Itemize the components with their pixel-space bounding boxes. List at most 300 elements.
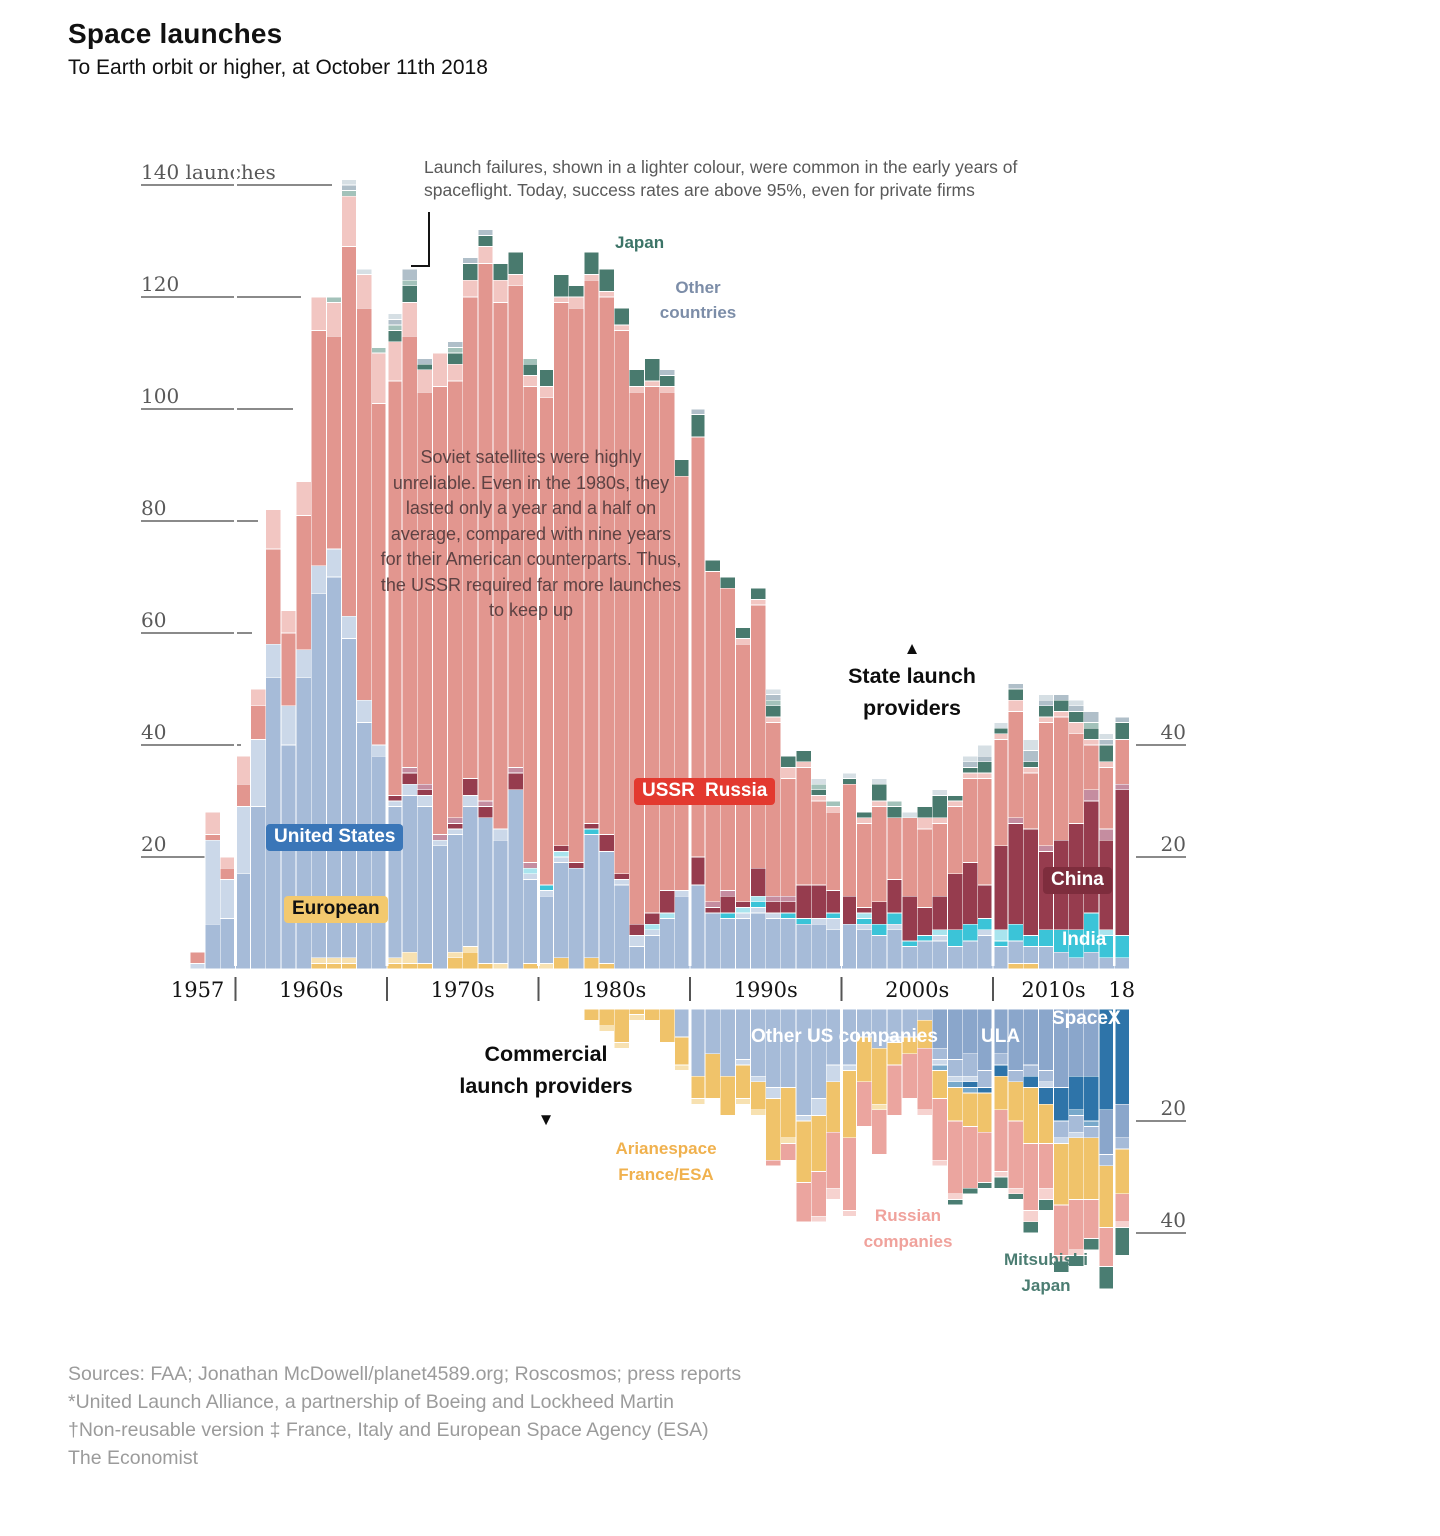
bar-arianespace-fail-1993 [735,1099,750,1105]
bar-other_us_companies-2018 [1114,1138,1129,1149]
bar-united_states-1969 [372,756,387,969]
bar-russian_companies-2018 [1114,1194,1129,1222]
bar-japan-2015 [1069,711,1084,722]
bar-united_states-fail-2003 [887,924,902,930]
bar-ussr_russia-fail-2017 [1099,762,1114,768]
bar-other_us_companies-fail-2013 [1038,1082,1053,1088]
bar-india-1996 [781,913,796,919]
bar-ussr_russia-fail-2005 [917,818,932,829]
bar-united_states-1986 [629,947,644,969]
bar-united_states-fail-2001 [857,924,872,930]
bar-spacex-fail-2015 [1069,1110,1084,1116]
bar-russian_companies-fail-2018 [1114,1222,1129,1228]
bar-arianespace-2010 [993,1076,1008,1110]
bar-arianespace-1997 [796,1121,811,1183]
bar-russian_companies-fail-2005 [917,1110,932,1116]
bar-china-2008 [963,863,978,925]
bar-china-1990 [690,857,705,885]
bar-arianespace-1987 [645,1009,660,1020]
bar-arianespace-1983 [584,1009,599,1020]
bar-ussr_russia-fail-2007 [948,801,963,807]
bar-ussr_russia-fail-1970 [387,342,402,381]
bar-united_states-1963 [281,745,296,969]
bar-united_states-1990 [690,885,705,969]
bar-united_states-1989 [675,896,690,969]
failures-bracket [411,212,429,266]
bar-russian_companies-2006 [932,1099,947,1161]
axis-label: 40 [1160,720,1186,744]
bar-spacex-fail-2007 [948,1082,963,1088]
bar-russian_companies-2016 [1084,1199,1099,1238]
bar-european-1984 [599,963,614,969]
bar-ussr_russia-1992 [720,588,735,890]
bar-other_us_companies-1997 [796,1009,811,1115]
bar-china-fail-1996 [781,896,796,902]
bar-japan-1984 [599,269,614,291]
bar-arianespace-fail-1984 [599,1026,614,1032]
bar-other_us_companies-1996 [781,1009,796,1087]
bar-european-1983 [584,958,599,969]
bar-other_us_companies-1991 [705,1009,720,1054]
bar-ussr_russia-fail-2016 [1084,739,1099,745]
bar-united_states-1978 [508,790,523,969]
bar-ussr_russia-fail-1978 [508,275,523,286]
bar-united_states-fail-1970 [387,801,402,807]
bar-united_states-2012 [1023,947,1038,964]
axis-label: 60 [141,608,167,632]
bar-european-1966 [326,963,341,969]
bar-japan-fail-1967 [342,191,357,197]
bar-united_states-fail-1977 [493,829,508,840]
bar-other_countries-1971 [402,269,417,280]
bar-european-1970 [387,963,402,969]
bar-ula-2017 [1099,1110,1114,1155]
bar-arianespace-1985 [614,1009,629,1043]
footer-sources: Sources: FAA; Jonathan McDowell/planet4589.org; Roscosmos; press reports [68,1363,742,1385]
commercial-providers-line1: Commercial [484,1042,608,1066]
axis-label: 80 [141,496,167,520]
bar-united_states-1994 [751,913,766,969]
bar-united_states-2000 [841,924,856,969]
bar-other_us_companies-fail-1999 [826,1065,841,1082]
bar-china-1972 [417,790,432,796]
bar-ussr_russia-fail-1998 [811,795,826,801]
state-providers-annotation [810,640,1014,719]
bar-arianespace-2002 [872,1048,887,1104]
bar-ussr_russia-fail-1993 [735,639,750,645]
bar-ussr_russia-fail-1986 [629,387,644,393]
bar-other_us_companies-2014 [1054,1121,1069,1138]
bar-other_us_companies-2013 [1038,1071,1053,1082]
bar-united_states-fail-1963 [281,706,296,745]
bar-ussr_russia-fail-2012 [1023,767,1038,773]
bar-other_us_companies-2017 [1099,1155,1114,1166]
bar-arianespace-1989 [675,1037,690,1065]
other-countries-line2: countries [659,302,737,322]
bar-united_states-fail-1971 [402,784,417,795]
bar-russian_companies-fail-2012 [1023,1211,1038,1222]
bar-other_us_companies-2008 [963,1054,978,1076]
bar-united_states-2016 [1084,952,1099,969]
bar-ussr_russia-2001 [857,823,872,907]
bar-ussr_russia-2011 [1008,711,1023,817]
bar-ussr_russia-2018 [1114,739,1129,784]
state-providers-line2: providers [863,695,961,720]
bar-russian_companies-2002 [872,1110,887,1155]
bar-ula-2007 [948,1009,963,1059]
bar-united_states-2013 [1038,947,1053,969]
bar-united_states-1997 [796,924,811,969]
bar-ula-2018 [1114,1104,1129,1138]
bar-china-fail-1991 [705,902,720,908]
down-triangle-icon: ▼ [537,1110,555,1129]
european-series-badge: European [284,896,388,923]
bar-china-1982 [569,863,584,869]
bar-india-2010 [993,941,1008,947]
bar-united_states-1992 [720,919,735,969]
bar-european-fail-1971 [402,952,417,963]
bar-india-1994 [751,902,766,908]
bar-european-fail-1967 [342,958,357,964]
arianespace-line1: Arianespace [615,1139,717,1158]
bar-russian_companies-2001 [857,1082,872,1127]
footer-note2: †Non-reusable version ‡ France, Italy and European Space Agency (ESA) [68,1419,709,1441]
bar-european-2012 [1023,963,1038,969]
bar-japan-2013 [1038,706,1053,717]
bar-united_states-fail-1957 [190,963,205,969]
bar-japan-2018 [1114,723,1129,740]
bar-ussr_russia-1968 [357,308,372,700]
bar-united_states-2004 [902,947,917,969]
bar-ussr_russia-1963 [281,633,296,706]
bar-arianespace-1984 [599,1009,614,1026]
bar-ussr_russia-fail-1958 [205,812,220,834]
bar-india-1992 [720,913,735,919]
bar-ussr_russia-fail-1962 [266,510,281,549]
axis-label: 1960s [279,978,344,1002]
bar-other_us_companies-1995 [766,1009,781,1087]
bar-ussr_russia-fail-2002 [872,801,887,807]
bar-united_states-1995 [766,919,781,969]
bar-ussr_russia-fail-1980 [538,387,553,398]
bar-ussr_russia-2007 [948,807,963,874]
bar-arianespace-1993 [735,1065,750,1099]
bar-ussr_russia-fail-1971 [402,303,417,337]
bar-japan-2001 [857,812,872,818]
bar-other_countries-fail-1970 [387,314,402,320]
bar-ussr_russia-2004 [902,818,917,896]
axis-label: 2010s [1021,978,1086,1002]
bar-european-fail-1966 [326,958,341,964]
arianespace-line2: France/ESA [618,1164,714,1184]
bar-ussr_russia-1995 [766,723,781,897]
bar-united_states-fail-1960 [235,807,250,874]
bar-arianespace-fail-1994 [751,1110,766,1116]
axis-label: 18 [1108,978,1136,1002]
bar-other_countries-fail-2013 [1038,695,1053,701]
bar-arianespace-1995 [766,1099,781,1161]
axis-label: 20 [1160,832,1186,856]
bar-arianespace-1994 [751,1082,766,1110]
bar-united_states-1993 [735,919,750,969]
bar-spacex-2012 [1023,1076,1038,1087]
bar-ussr_russia-2014 [1054,717,1069,840]
bar-arianespace-fail-1986 [629,1015,644,1021]
bar-india-1983 [584,829,599,835]
bar-united_states-fail-1958 [205,840,220,924]
bar-other_countries-fail-2006 [932,790,947,796]
bar-arianespace-1999 [826,1082,841,1132]
bar-european-1972 [417,963,432,969]
bar-arianespace-1991 [705,1054,720,1099]
bar-ussr_russia-fail-2014 [1054,711,1069,717]
bar-ussr_russia-1996 [781,779,796,897]
bar-other_us_companies-1990 [690,1009,705,1076]
bar-japan-fail-1999 [826,801,841,807]
commercial-providers-line2: launch providers [459,1073,633,1098]
bar-ussr_russia-fail-1994 [751,599,766,605]
bar-other_countries-2012 [1023,751,1038,762]
bar-other_us_companies-2015 [1069,1115,1084,1132]
bar-ussr_russia-2006 [932,823,947,896]
bar-ussr_russia-fail-1975 [463,280,478,297]
bar-india-fail-1987 [645,924,660,930]
bar-china-1975 [463,779,478,796]
bar-united_states-fail-1999 [826,919,841,930]
bar-japan-2009 [978,762,993,773]
bar-united_states-fail-1962 [266,644,281,678]
bar-other_countries-fail-1995 [766,689,781,695]
bar-united_states-fail-1967 [342,616,357,638]
bar-other_us_companies-fail-1993 [735,1059,750,1065]
bar-united_states-1985 [614,885,629,969]
bar-japan-fail-2016 [1084,723,1099,729]
china-series-badge: China [1043,867,1112,894]
bar-japan-2003 [887,807,902,818]
bar-united_states-fail-1985 [614,879,629,885]
bar-india-2018 [1114,935,1129,957]
bar-other_countries-fail-2010 [993,723,1008,729]
bar-china-fail-1971 [402,767,417,773]
bar-india-2008 [963,924,978,941]
bar-china-1996 [781,902,796,913]
bar-japan-1986 [629,370,644,387]
bar-arianespace-2017 [1099,1166,1114,1228]
bar-other_countries-fail-1967 [342,179,357,185]
axis-label: 1970s [430,978,495,1002]
bar-united_states-fail-1968 [357,700,372,722]
bar-other_us_companies-fail-2006 [932,1059,947,1065]
bar-ussr_russia-fail-1982 [569,297,584,308]
bar-arianespace-2000 [841,1071,856,1138]
bar-japan-2005 [917,807,932,818]
bar-united_states-1977 [493,840,508,963]
axis-label: 120 [141,272,180,296]
bar-united_states-2018 [1114,958,1129,969]
bar-other_countries-fail-2000 [841,773,856,779]
russian-companies-line2: companies [863,1231,953,1251]
bar-other_us_companies-2016 [1084,1127,1099,1138]
bar-india-2013 [1038,930,1053,947]
bar-european-1971 [402,963,417,969]
bar-ussr_russia-fail-2008 [963,773,978,779]
mitsubishi-line2: Japan [1021,1275,1071,1295]
bar-ussr_russia-fail-1973 [432,353,447,387]
bar-united_states-1961 [251,807,266,969]
bar-china-2007 [948,874,963,930]
bar-united_states-fail-2006 [932,935,947,941]
bar-united_states-1971 [402,795,417,952]
bar-japan-2007 [948,795,963,801]
bar-japan-1990 [690,415,705,437]
bar-ussr_russia-1998 [811,801,826,885]
bar-arianespace-1988 [660,1009,675,1043]
bar-china-1976 [478,807,493,818]
bar-ussr_russia-1960 [235,784,250,806]
bar-united_states-1975 [463,807,478,947]
bar-ussr_russia-fail-1995 [766,717,781,723]
bar-china-2004 [902,896,917,941]
bar-united_states-fail-1965 [311,566,326,594]
bar-russian_companies-2005 [917,1048,932,1110]
bar-japan-2012 [1023,762,1038,768]
bar-united_states-1973 [432,846,447,969]
footer [68,1360,741,1472]
bar-japan-1997 [796,751,811,762]
bar-other_countries-fail-2008 [963,756,978,762]
bar-united_states-fail-1981 [554,857,569,863]
bar-united_states-2002 [872,935,887,969]
bar-other_countries-1990 [690,409,705,415]
bar-european-1979 [523,963,538,969]
bar-spacex-fail-2008 [963,1087,978,1093]
bar-ussr_russia-1965 [311,331,326,566]
bar-china-2012 [1023,829,1038,935]
bar-china-2009 [978,885,993,919]
bar-japan-2010 [993,728,1008,734]
bar-china-1985 [614,874,629,880]
bar-arianespace-2016 [1084,1138,1099,1200]
bar-united_states-fail-1969 [372,745,387,756]
state-providers-line1: State launch [848,664,976,688]
bar-china-1995 [766,902,781,913]
bar-japan-1988 [660,375,675,386]
bar-european-1965 [311,963,326,969]
bar-ussr_russia-1962 [266,549,281,644]
bar-russian_companies-2015 [1069,1199,1084,1249]
bar-china-2010 [993,846,1008,930]
bar-china-1994 [751,868,766,896]
bar-ussr_russia-1957 [190,952,205,963]
bar-other_countries-2016 [1084,711,1099,722]
bar-spacex-2008 [963,1082,978,1088]
bar-united_states-fail-1993 [735,913,750,919]
bar-other_us_companies-2007 [948,1059,963,1076]
bar-united_states-fail-1972 [417,795,432,806]
bar-russian_companies-1996 [781,1143,796,1160]
bar-ussr_russia-1966 [326,336,341,549]
bar-india-fail-2001 [857,913,872,919]
bar-china-fail-2018 [1114,784,1129,790]
bar-ussr_russia-1959 [220,868,235,879]
bar-japan-2017 [1099,745,1114,762]
bar-other_countries-2015 [1069,706,1084,712]
bar-united_states-1999 [826,930,841,969]
bar-mitsubishi_japan-2012 [1023,1222,1038,1233]
bar-united_states-2001 [857,930,872,969]
bar-mitsubishi_japan-2013 [1038,1199,1053,1210]
bar-european-fail-1970 [387,958,402,964]
bar-united_states-fail-1979 [523,874,538,880]
bar-united_states-2008 [963,941,978,969]
footer-note1: *United Launch Alliance, a partnership of Boeing and Lockheed Martin [68,1391,674,1413]
bar-other_countries-fail-1998 [811,779,826,785]
bar-other_us_companies-fail-1995 [766,1087,781,1098]
bar-china-1997 [796,885,811,919]
bar-spacex-2016 [1084,1076,1099,1121]
bar-united_states-fail-1964 [296,650,311,678]
bar-china-fail-1973 [432,835,447,841]
bar-ussr_russia-2000 [841,784,856,896]
axis-label: 20 [141,832,167,856]
bar-european-fail-1975 [463,947,478,953]
bar-china-fail-2013 [1038,846,1053,852]
bar-china-1987 [645,913,660,924]
bar-spacex-fail-2006 [932,1065,947,1071]
bar-ussr_russia-2009 [978,779,993,885]
bar-china-1999 [826,891,841,913]
bar-other_countries-1967 [342,185,357,191]
bar-european-fail-1965 [311,958,326,964]
bar-japan-2006 [932,795,947,817]
bar-china-2005 [917,907,932,935]
bar-china-1970 [387,795,402,801]
bar-other_countries-fail-2015 [1069,700,1084,706]
bar-ussr_russia-1991 [705,571,720,901]
bar-ussr_russia-fail-1964 [296,482,311,516]
bar-japan-2000 [841,779,856,785]
bar-spacex-2009 [978,1087,993,1093]
bar-ussr_russia-2013 [1038,723,1053,846]
bar-china-2003 [887,879,902,913]
bar-mitsubishi_japan-2009 [978,1183,993,1189]
bar-ussr_russia-fail-1977 [493,280,508,302]
bar-other_countries-1970 [387,319,402,325]
bar-united_states-2003 [887,930,902,969]
bar-united_states-fail-1986 [629,935,644,946]
bar-ussr_russia-fail-1996 [781,767,796,778]
bar-other_countries-1976 [478,230,493,236]
bar-other_countries-1995 [766,695,781,701]
bar-china-1998 [811,885,826,919]
bar-ussr_russia-fail-1983 [584,275,599,281]
bar-other_us_companies-2011 [1008,1071,1023,1082]
bar-japan-2014 [1054,700,1069,711]
bar-india-2004 [902,941,917,947]
bar-other_us_companies-2012 [1023,1065,1038,1076]
bar-china-2001 [857,907,872,913]
bar-japan-fail-2003 [887,801,902,807]
axis-label: 20 [1160,1096,1186,1120]
bar-japan-1980 [538,370,553,387]
bar-united_states-1996 [781,919,796,969]
axis-label: 140 launches [141,160,276,184]
mitsubishi-line1: Mitsubishi [1003,1250,1089,1269]
bar-russian_companies-fail-2011 [1008,1188,1023,1194]
bar-other_us_companies-fail-2015 [1069,1132,1084,1138]
bar-china-1988 [660,891,675,913]
bar-arianespace-2011 [1008,1082,1023,1121]
